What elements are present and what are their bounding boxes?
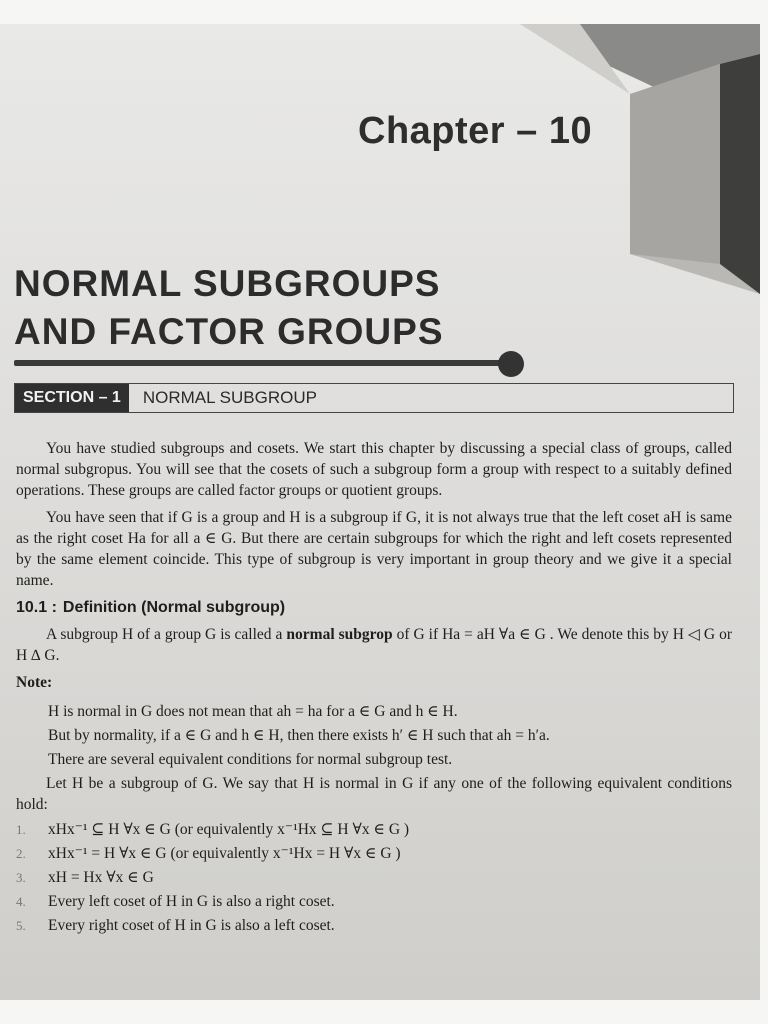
condition-item <box>16 819 732 840</box>
chapter-label: Chapter – 10 <box>358 110 593 152</box>
paragraph-intro: You have studied subgroups and cosets. We start this chapter by discussing a special class of groups, called normal subgropus. You will see that the cosets of such a subgroup form a group with respect to a suitably defined operations. These groups are called factor groups or quotient groups. <box>16 440 732 499</box>
condition-text: Every left coset of H in G is also a right coset. <box>48 893 335 910</box>
condition-text: xH = Hx ∀x ∈ G <box>48 869 154 886</box>
chapter-title-line-2: AND FACTOR GROUPS <box>14 311 444 352</box>
condition-item <box>16 891 732 912</box>
section-name: NORMAL SUBGROUP <box>142 388 317 407</box>
book-page <box>0 24 760 1000</box>
condition-text: Every right coset of H in G is also a left coset. <box>48 917 335 934</box>
note-label: Note: <box>16 674 53 691</box>
condition-number: 3. <box>16 870 26 885</box>
conditions-intro: Let H be a subgroup of G. We say that H is normal in G if any one of the following equivalent conditions hold: <box>16 775 732 813</box>
note-line: There are several equivalent conditions for normal subgroup test. <box>48 751 453 768</box>
note-line: But by normality, if a ∈ G and h ∈ H, then there exists h′ ∈ H such that ah = h′a. <box>48 727 550 744</box>
condition-item <box>16 843 732 864</box>
condition-number: 1. <box>16 822 26 837</box>
chapter-title <box>14 260 444 356</box>
definition-text <box>16 624 732 666</box>
definition-text-before: A subgroup H of a group G is called a <box>46 626 283 643</box>
section-header <box>14 383 734 413</box>
definition-bold-term: normal subgrop <box>286 626 393 643</box>
condition-number: 5. <box>16 918 26 933</box>
note-line: H is normal in G does not mean that ah = ha for a ∈ G and h ∈ H. <box>48 703 458 720</box>
condition-number: 2. <box>16 846 26 861</box>
condition-item <box>16 867 732 888</box>
definition-text-after: of G if Ha = aH ∀a ∈ G . We denote this by H ◁ G or H ∆ G. <box>16 626 733 664</box>
condition-text: xHx⁻¹ ⊆ H ∀x ∈ G (or equivalently x⁻¹Hx ⊆ H ∀x ∈ G ) <box>48 821 410 838</box>
definition-heading <box>16 597 732 618</box>
section-tag: SECTION – 1 <box>15 384 129 412</box>
note-lines <box>48 701 732 770</box>
body-text <box>16 438 732 939</box>
condition-number: 4. <box>16 894 26 909</box>
definition-number: 10.1 : <box>16 599 57 616</box>
condition-item <box>16 915 732 936</box>
condition-text: xHx⁻¹ = H ∀x ∈ G (or equivalently x⁻¹Hx = H ∀x ∈ G ) <box>48 845 401 862</box>
paragraph-cosets: You have seen that if G is a group and H is a subgroup if G, it is not always true that the left coset aH is same as the right coset Ha for all a ∈ G. But there are certain subgroups for which the right and left cosets represented by the same element coincide. This type of subgroup is very important in group theory and we give it a special name. <box>16 509 732 589</box>
decorative-corner-graphic <box>520 24 760 324</box>
title-rule-dot <box>498 351 524 377</box>
definition-title: Definition (Normal subgroup) <box>62 599 286 616</box>
title-rule <box>14 360 508 366</box>
chapter-title-line-1: NORMAL SUBGROUPS <box>14 263 441 304</box>
